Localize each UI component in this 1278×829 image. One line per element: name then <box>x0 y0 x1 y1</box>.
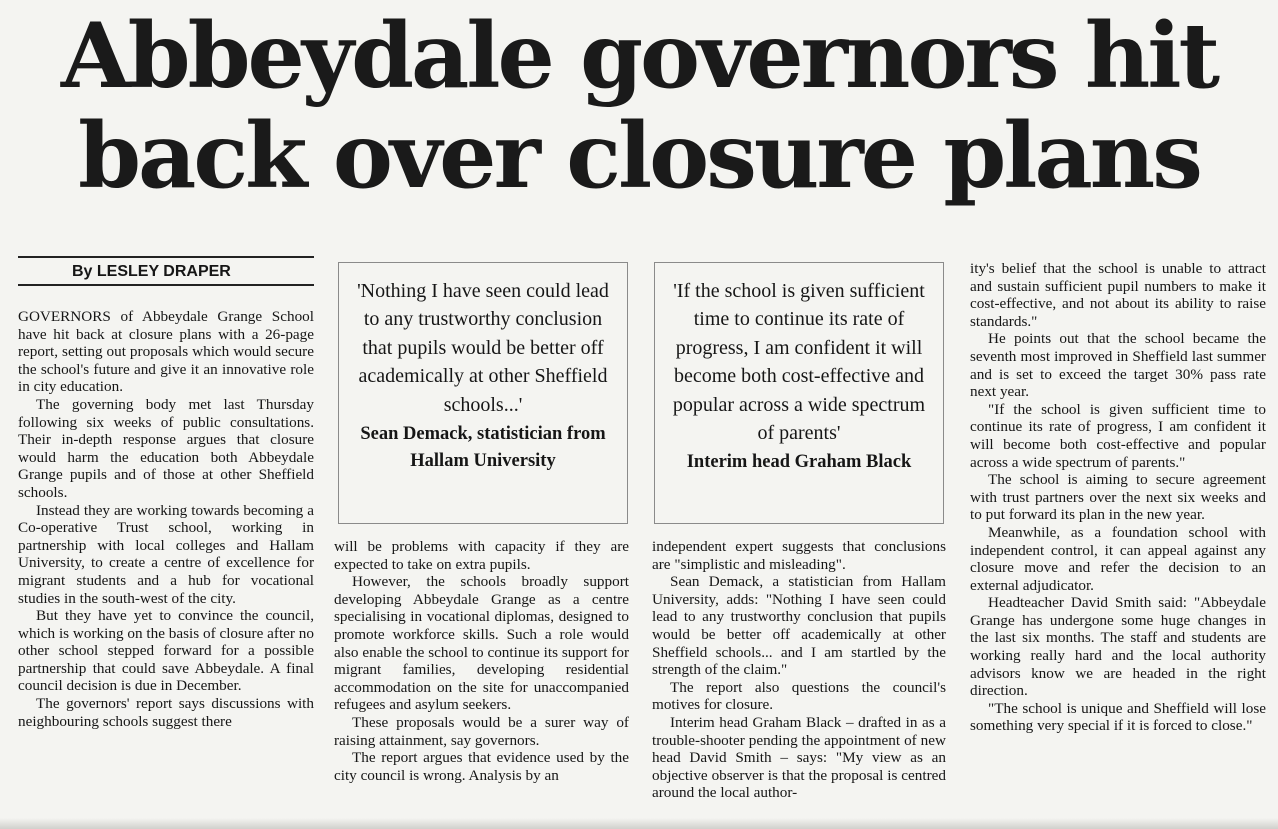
pull-quote-box-1 <box>338 262 628 524</box>
article-paragraph: The governing body met last Thursday following six weeks of public consultations. Their in-depth response argues that closure would harm the education both Abbeydale Grange pupils and of those at other Sheffield schools. <box>18 395 314 501</box>
pull-quote-attribution: Interim head Graham Black <box>686 452 912 473</box>
headline-line-1: Abbeydale governors hit <box>60 3 1218 109</box>
article-paragraph: However, the schools broadly support developing Abbeydale Grange as a centre specialising in vocational diplomas, designed to promote workforce skills. Such a role would also enable the school to continue its support for migrant families, developing residential accommodation on the site for unaccompanied refugees and asylum seekers. <box>334 573 629 714</box>
article-paragraph: "If the school is given sufficient time to continue its rate of progress, I am confident it will become both cost-effective and popular across a wide spectrum of parents." <box>970 400 1266 471</box>
article-paragraph: Instead they are working towards becoming a Co-operative Trust school, working in partnership with local colleges and Hallam University, to create a centre of excellence for migrant students and a hub for vocational studies in the south-west of the city. <box>18 501 314 607</box>
article-column-4 <box>970 260 1266 735</box>
article-paragraph: But they have yet to convince the council, which is working on the basis of closure after no other school stepped forward for a possible partnership that could save Abbeydale. A final council decision is due in December. <box>18 607 314 695</box>
article-paragraph: He points out that the school became the seventh most improved in Sheffield last summer and is set to exceed the target 30% pass rate next year. <box>970 330 1266 401</box>
byline <box>18 256 314 286</box>
headline-line-2: back over closure plans <box>78 103 1200 209</box>
article-column-1 <box>18 308 314 730</box>
article-column-2 <box>334 538 629 784</box>
pull-quote-attribution: Sean Demack, statistician from Hallam University <box>360 424 606 472</box>
article-paragraph: The report argues that evidence used by the city council is wrong. Analysis by an <box>334 749 629 784</box>
article-paragraph: Meanwhile, as a foundation school with independent control, it can appeal against any closure move and refer the decision to an external adjudicator. <box>970 523 1266 594</box>
article-column-3 <box>652 538 946 802</box>
article-paragraph: The governors' report says discussions with neighbouring schools suggest there <box>18 695 314 730</box>
article-paragraph: These proposals would be a surer way of raising attainment, say governors. <box>334 713 629 749</box>
article-paragraph: GOVERNORS of Abbeydale Grange School have hit back at closure plans with a 26-page report, setting out proposals which would secure the school's future and give it an innovative role in city education. <box>18 308 314 396</box>
article-paragraph: ity's belief that the school is unable to attract and sustain sufficient pupil numbers to make it cost-effective, and not about its ability to raise standards." <box>970 260 1266 330</box>
article-paragraph: Interim head Graham Black – drafted in as a trouble-shooter pending the appointment of new head David Smith – says: "My view as an objective observer is that the proposal is centred around the local author- <box>652 713 946 802</box>
article-paragraph: will be problems with capacity if they are expected to take on extra pupils. <box>334 538 629 573</box>
article-paragraph: The report also questions the council's motives for closure. <box>652 678 946 714</box>
article-paragraph: Sean Demack, a statistician from Hallam University, adds: "Nothing I have seen could lead to any trustworthy conclusion that pupils would be better off academically at other Sheffield schools... and I am startled by the strength of the claim." <box>652 573 946 679</box>
pull-quote-text: 'If the school is given sufficient time to continue its rate of progress, I am confident it will become both cost-effective and popular across a wide spectrum of parents' <box>672 280 926 445</box>
article-paragraph: The school is aiming to secure agreement with trust partners over the next six weeks and to put forward its plan in the new year. <box>970 471 1266 524</box>
pull-quote-box-2 <box>654 262 944 524</box>
article-paragraph: Headteacher David Smith said: "Abbeydale Grange has undergone some huge changes in the last six months. The staff and students are working really hard and the local authority advisors know we are headed in the right direction. <box>970 594 1266 700</box>
page-bottom-edge <box>0 818 1278 829</box>
byline-text: By LESLEY DRAPER <box>72 263 231 280</box>
pull-quote-text: 'Nothing I have seen could lead to any trustworthy conclusion that pupils would be better off academically at other Sheffield schools...' <box>357 280 609 416</box>
article-paragraph: "The school is unique and Sheffield will lose something very special if it is forced to close." <box>970 699 1266 735</box>
headline <box>0 3 1278 209</box>
article-paragraph: independent expert suggests that conclusions are "simplistic and misleading". <box>652 538 946 573</box>
